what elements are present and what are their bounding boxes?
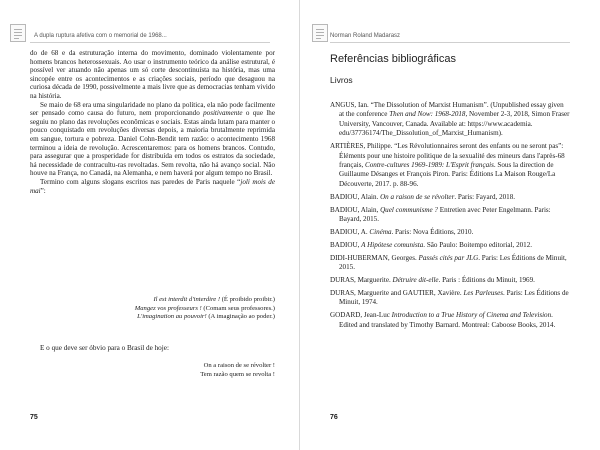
slogan: Il est interdit d'interdire ! (É proibido proibir.) (153, 296, 275, 303)
running-head: A dupla ruptura afetiva com o memorial de 1968... (34, 33, 167, 39)
reference-entry: DURAS, Marguerite and GAUTIER, Xavière. Les Parleuses. Paris: Les Éditions de Minuit, 1974. (330, 288, 569, 307)
final-quote-fr: On a raison de se révolter ! (203, 362, 275, 369)
final-quote-pt: Tem razão quem se revolta ! (200, 370, 275, 378)
header-rule (30, 42, 270, 43)
running-head: Norman Roland Madarasz (330, 33, 401, 39)
reference-list (330, 101, 570, 334)
reference-entry: BADIOU, Alain, Quel communisme ? Entretien avec Peter Engelmann. Paris: Bayard, 2015. (330, 205, 551, 223)
paragraph: do de 68 e da estruturação interna do movimento, dominado violentamente por homens brancos heterossexuais. Ao usar o instrumento teórico da análise estrutural, é possível ver atuando não apenas um só corte descontinuísta na história, mas uma sincopée entre os acontecimentos e as criações sociais, período que desaguou na curiosa década de 1990, possivelmente a mais livre que as democracias tenham vivido na história. (30, 49, 275, 100)
subsection-title: Livros (330, 75, 353, 85)
page-number: 75 (30, 414, 38, 421)
section-title: Referências bibliográficas (330, 53, 456, 65)
paragraph: Se maio de 68 era uma singularidade no plano da política, ela não pode facilmente ser pensado como causa do futuro, nem proporcionando positivamente o que lhe seguiu no plano das revoluções econômicas e sociais. Estas ainda lutam para manter o pouco conquistado em revoluções diversas depois, a maioria brutalmente reprimida em sangue, tortura e pobreza. Daniel Cohn-Bendit tem razão: o acontecimento 1968 terminou a ideia de revolução. Acrescentaremos: para os homens brancos. Contudo, para assegurar que a prosperidade for distribuída em todos os estratos da sociedade, há necessidade de contracultu-ras revoltadas. Sem revolta, não há avanço social. Não houve na França, no Canadá, na Alemanha, e nem haverá por algum tempo no Brasil. (30, 100, 275, 178)
reference-entry: DIDI-HUBERMAN, Georges. Passés cités par JLG. Paris: Les Éditions de Minuit, 2015. (330, 253, 567, 272)
final-quote (30, 362, 275, 379)
slogan-list (30, 296, 275, 322)
reference-entry: ARTIÈRES, Philippe. “Les Révolutionnaires seront des enfants ou ne seront pas”: Éléments pour une histoire politique de la sexualité des mineurs dans l'après-68 français, Contre-cultures 1969-1989: L'Esprit français. Sous la direction de Guillaume Désanges et François Piron. Paris: Éditions La Maison Rouge/La Découverte, 2017. p. 88-96. (330, 142, 565, 188)
body-text (30, 49, 275, 195)
reference-entry: BADIOU, A. Cinéma. Paris: Nova Éditions, 2010. (330, 227, 474, 236)
page-number: 76 (330, 414, 338, 421)
slogan: L'imagination au pouvoir! (A imaginação ao poder.) (137, 313, 275, 320)
reference-entry: BADIOU, Alain. On a raison de se révolter. Paris: Fayard, 2018. (330, 192, 516, 201)
note-icon[interactable] (312, 24, 328, 42)
header-rule (330, 42, 570, 43)
slogan: Mangez vos professeurs ! (Comam seus professores.) (134, 304, 275, 312)
paragraph: Termino com alguns slogans escritos nas paredes de Paris naquele “joli mois de mai”: (30, 177, 276, 195)
right-page (300, 0, 600, 450)
reference-entry: GODARD, Jean-Luc Introduction to a True History of Cinema and Television. Edited and translated by Timothy Barnard. Montreal: Caboose Books, 2014. (330, 311, 556, 329)
reference-entry: ANGUS, Ian. “The Dissolution of Marxist Humanism”. (Unpublished essay given at the conference Then and Now: 1968-2018, November 2-3, 2018, Simon Fraser University, Vancouver, Canada. Available at: https://www.academia. edu/37736174/The_Dissolution_of_Marxist_Humanism). (330, 101, 570, 138)
reference-entry: BADIOU, A Hipótese comunista. São Paulo: Boitempo editorial, 2012. (330, 240, 533, 249)
note-icon[interactable] (10, 24, 26, 42)
reference-entry: DURAS, Marguerite. Détruire dit-elle. Paris : Éditions du Minuit, 1969. (330, 276, 535, 284)
question-line: E o que deve ser óbvio para o Brasil de hoje: (40, 344, 169, 352)
